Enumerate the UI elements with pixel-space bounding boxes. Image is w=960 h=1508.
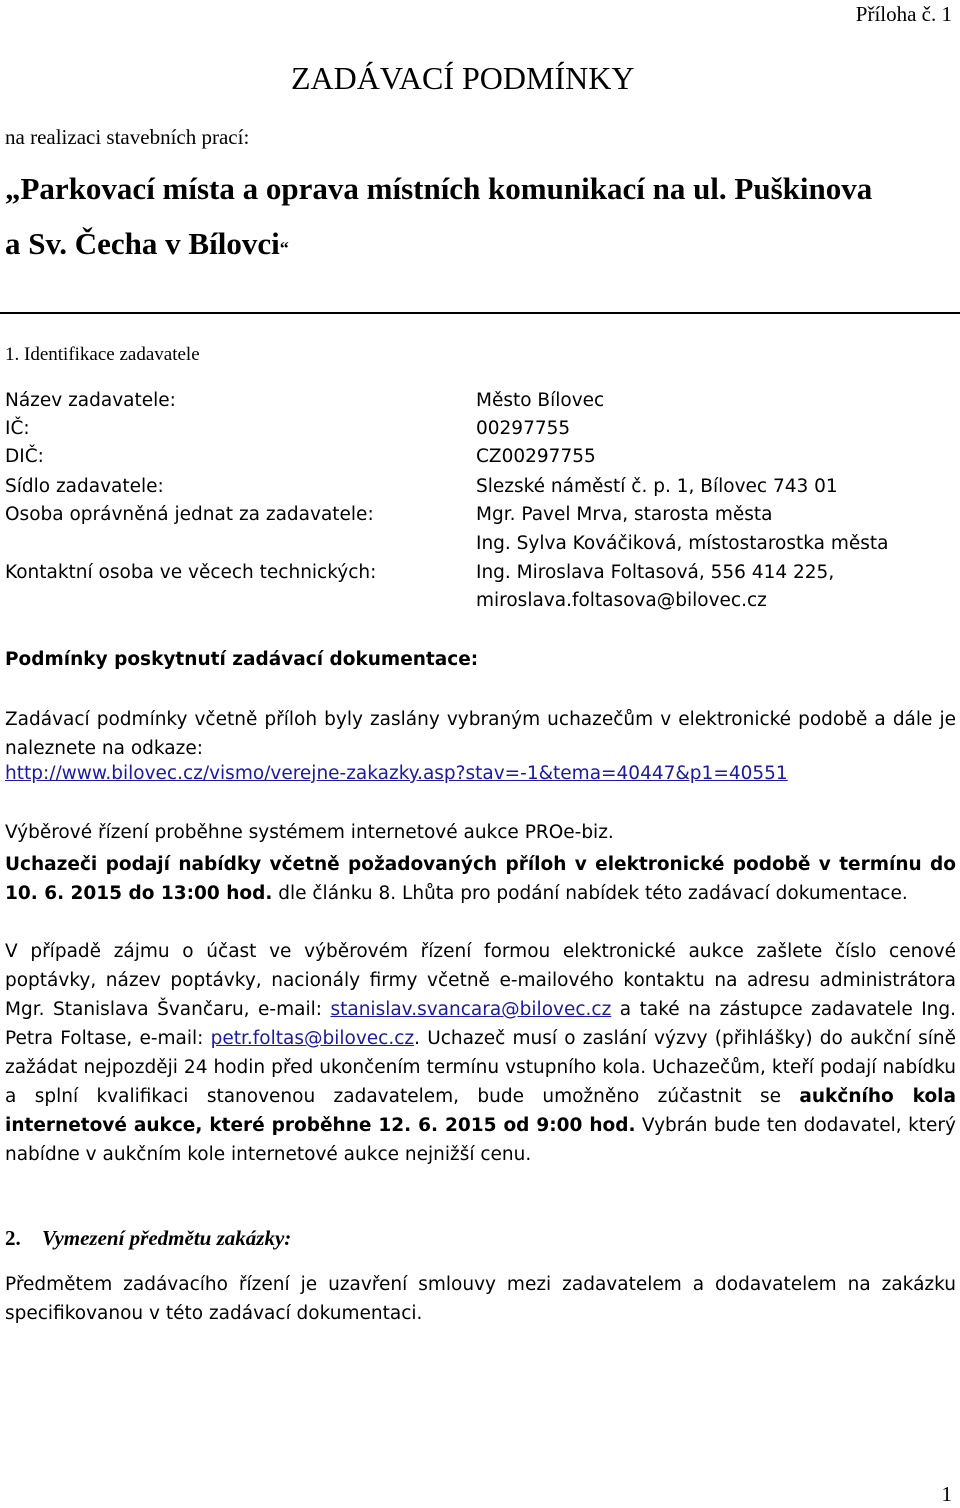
page-number: 1: [941, 1482, 952, 1506]
value-contact-person: Ing. Miroslava Foltasová, 556 414 225,: [476, 562, 835, 583]
bid-deadline-rest: dle článku 8. Lhůta pro podání nabídek této zadávací dokumentace.: [272, 883, 908, 904]
document-subtitle: na realizaci stavebních prací:: [5, 125, 250, 149]
conditions-heading: Podmínky poskytnutí zadávací dokumentace:: [5, 649, 479, 670]
label-dic: DIČ:: [5, 446, 44, 467]
value-authorized-person-2: Ing. Sylva Kováčiková, místostarostka města: [476, 533, 889, 554]
divider-line: [0, 312, 960, 314]
documents-link[interactable]: http://www.bilovec.cz/vismo/verejne-zakazky.asp?stav=-1&tema=40447&p1=40551: [5, 763, 788, 784]
auction-paragraph: [5, 937, 956, 1169]
value-authorized-person: Mgr. Pavel Mrva, starosta města: [476, 504, 773, 525]
value-address: Slezské náměstí č. p. 1, Bílovec 743 01: [476, 476, 838, 497]
administrator-email-link[interactable]: stanislav.svancara@bilovec.cz: [330, 999, 612, 1020]
section2-heading: Vymezení předmětu zakázky:: [42, 1226, 292, 1250]
annex-label: Příloha č. 1: [855, 2, 952, 26]
value-ic: 00297755: [476, 418, 571, 439]
section2-text: Předmětem zadávacího řízení je uzavření smlouvy mezi zadavatelem a dodavatelem na zakázku specifikovanou v této zadávací dokumentaci.: [5, 1274, 956, 1324]
conditions-intro: Zadávací podmínky včetně příloh byly zaslány vybraným uchazečům v elektronické podobě a dále je naleznete na odkaze:: [5, 709, 956, 759]
section1-heading: 1. Identifikace zadavatele: [5, 344, 200, 365]
label-contact-person: Kontaktní osoba ve věcech technických:: [5, 562, 377, 583]
label-authorized-person: Osoba oprávněná jednat za zadavatele:: [5, 504, 374, 525]
document-title: ZADÁVACÍ PODMÍNKY: [291, 60, 635, 96]
auction-text-3: . Uchazeč musí o zaslání výzvy (přihlášky) do aukční síně zažádat nejpozději 24 hodin před ukončením termínu vstupního kola. Uchazečům, kteří podají nabídku a splní kvalifikaci stanovenou zadavatelem, bude umožněno zúčastnit se: [5, 1028, 956, 1107]
label-name: Název zadavatele:: [5, 390, 176, 411]
label-ic: IČ:: [5, 418, 30, 439]
auction-date-bold: aukčního kola internetové aukce, které proběhne 12. 6. 2015 od 9:00 hod.: [5, 1086, 956, 1136]
representative-email-link[interactable]: petr.foltas@bilovec.cz: [210, 1028, 415, 1049]
documents-link-wrap: [5, 763, 788, 784]
auction-note: Výběrové řízení proběhne systémem internetové aukce PROe-biz.: [5, 822, 614, 843]
value-name: Město Bílovec: [476, 390, 605, 411]
bid-deadline-bold: Uchazeči podají nabídky včetně požadovaných příloh v elektronické podobě v termínu do 10. 6. 2015 do 13:00 hod.: [5, 854, 956, 904]
value-dic: CZ00297755: [476, 446, 596, 467]
auction-text-1: V případě zájmu o účast ve výběrovém řízení formou elektronické aukce zašlete číslo cenové poptávky, název poptávky, nacionály firmy včetně e-mailového kontaktu na adresu administrátora Mgr. Stanislava Švančaru, e-mail:: [5, 941, 956, 1020]
project-title-line1: „Parkovací místa a oprava místních komunikací na ul. Puškinova: [5, 171, 873, 206]
value-contact-email: miroslava.foltasova@bilovec.cz: [476, 590, 767, 611]
section2-number: 2.: [5, 1226, 21, 1250]
bid-deadline-paragraph: [5, 850, 956, 908]
auction-text-4: Vybrán bude ten dodavatel, který nabídne v aukčním kole internetové aukce nejnižší cenu.: [5, 1115, 956, 1165]
auction-text-2: a také na zástupce zadavatele Ing. Petra Foltase, e-mail:: [5, 999, 956, 1049]
label-address: Sídlo zadavatele:: [5, 476, 164, 497]
project-title-line2: a Sv. Čecha v Bílovci“: [5, 226, 289, 261]
